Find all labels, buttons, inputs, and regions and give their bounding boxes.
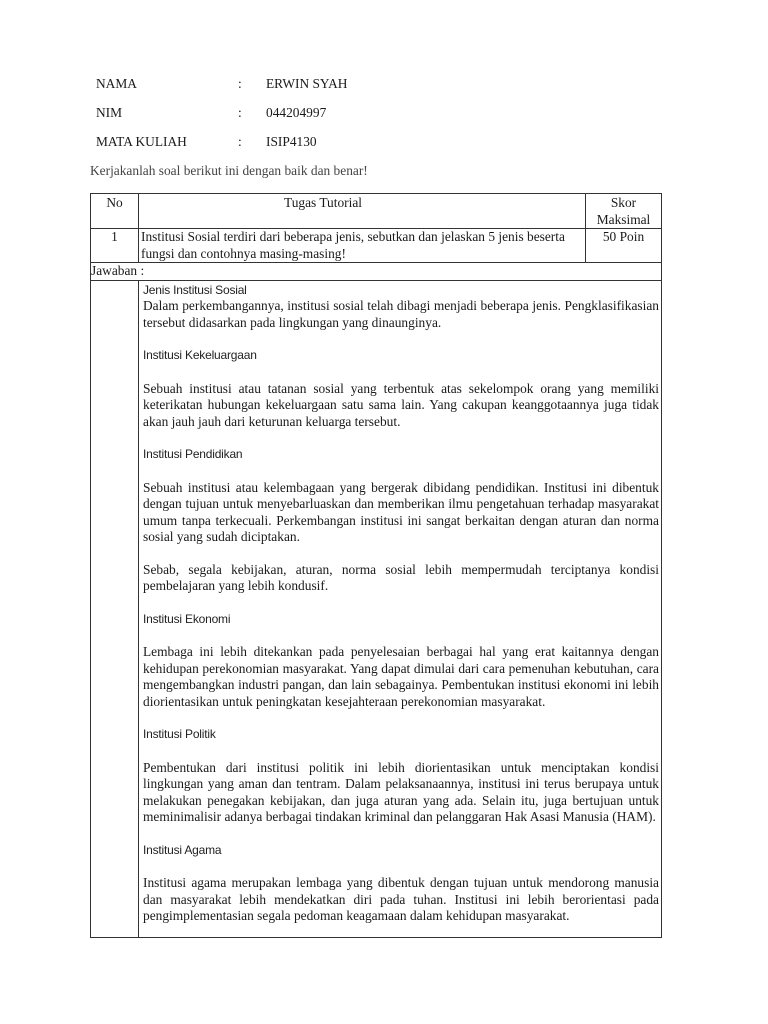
row-no: 1	[91, 229, 139, 263]
section-title: Institusi Agama	[143, 842, 222, 857]
jawaban-label: Jawaban :	[91, 263, 662, 281]
table-header-row	[91, 194, 662, 229]
task-table	[90, 193, 662, 938]
course-value: ISIP4130	[266, 134, 317, 149]
section-title: Institusi Pendidikan	[143, 447, 243, 461]
answer-spacer	[91, 280, 139, 937]
name-label: NAMA	[96, 76, 137, 91]
section-paragraph: Pembentukan dari institusi politik ini lebih diorientasikan untuk menciptakan kondisi lingkungan yang aman dan tentram. Dalam pelaksanaannya, institusi ini terus berupaya untuk melakukan penegakan kebijakan, dan juga aturan yang ada. Selain itu, juga bertujuan untuk meminimalisir adanya berbagai tindakan kriminal dan pelanggaran Hak Asasi Manusia (HAM).	[143, 759, 659, 824]
section-paragraph: Sebuah institusi atau kelembagaan yang bergerak dibidang pendidikan. Institusi ini dibentuk dengan tujuan untuk menyebarluaskan dan memberikan ilmu pengetahuan terhadap masyarakat umum tanpa terkecuali. Perkembangan institusi ini sangat berkaitan dengan aturan dan norma sosial yang sudah diciptakan.	[143, 479, 659, 544]
nim-colon: :	[238, 105, 242, 120]
header-no: No	[91, 194, 139, 229]
nim-row	[96, 105, 496, 123]
section-title: Institusi Kekeluargaan	[143, 348, 257, 362]
answer-cell	[139, 280, 662, 937]
header-task: Tugas Tutorial	[139, 194, 586, 229]
intro-title: Jenis Institusi Sosial	[143, 282, 247, 297]
section-paragraph: Institusi agama merupakan lembaga yang dibentuk dengan tujuan untuk mendorong manusia dan masyarakat lebih mendekatkan diri pada tuhan. Institusi ini lebih berorientasi pada pengimplementasian segala pedoman keagamaan dalam kehidupan masyarakat.	[143, 875, 659, 923]
nim-value: 044204997	[266, 105, 327, 120]
section-paragraph: Lembaga ini lebih ditekankan pada penyelesaian berbagai hal yang erat kaitannya dengan kehidupan perekonomian masyarakat. Yang dapat dimulai dari cara pemenuhan kebutuhan, cara mengembangkan industri pangan, dan lain sebagainya. Pembentukan institusi ekonomi ini lebih diorientasikan untuk peningkatan kesejahteraan perekonomian masyarakat.	[143, 644, 659, 709]
course-label: MATA KULIAH	[96, 134, 187, 149]
section-paragraph: Sebuah institusi atau tatanan sosial yang terbentuk atas sekelompok orang yang memiliki keterikatan hubungan kekeluargaan satu sama lain. Yang cakupan keanggotaannya juga tidak akan jauh jauh dari keturunan keluarga tersebut.	[143, 380, 659, 429]
header-skor: Skor Maksimal	[586, 194, 662, 229]
section-title: Institusi Ekonomi	[143, 611, 231, 626]
jawaban-row	[91, 263, 662, 281]
intro-text: Dalam perkembangannya, institusi sosial telah dibagi menjadi beberapa jenis. Pengklasifikasian tersebut didasarkan pada lingkungan yang dinaunginya.	[143, 298, 659, 330]
row-task: Institusi Sosial terdiri dari beberapa jenis, sebutkan dan jelaskan 5 jenis beserta fungsi dan contohnya masing-masing!	[139, 229, 586, 263]
table-row	[91, 229, 662, 263]
course-colon: :	[238, 134, 242, 149]
course-row	[96, 134, 496, 152]
name-value: ERWIN SYAH	[266, 76, 348, 91]
answer-row	[91, 280, 662, 937]
name-colon: :	[238, 76, 242, 91]
name-row	[96, 76, 496, 94]
section-title: Institusi Politik	[143, 727, 216, 741]
instruction-text: Kerjakanlah soal berikut ini dengan baik dan benar!	[90, 163, 368, 178]
section-paragraph: Sebab, segala kebijakan, aturan, norma sosial lebih mempermudah terciptanya kondisi pembelajaran yang lebih kondusif.	[143, 561, 659, 593]
nim-label: NIM	[96, 105, 123, 120]
row-skor: 50 Poin	[586, 229, 662, 263]
